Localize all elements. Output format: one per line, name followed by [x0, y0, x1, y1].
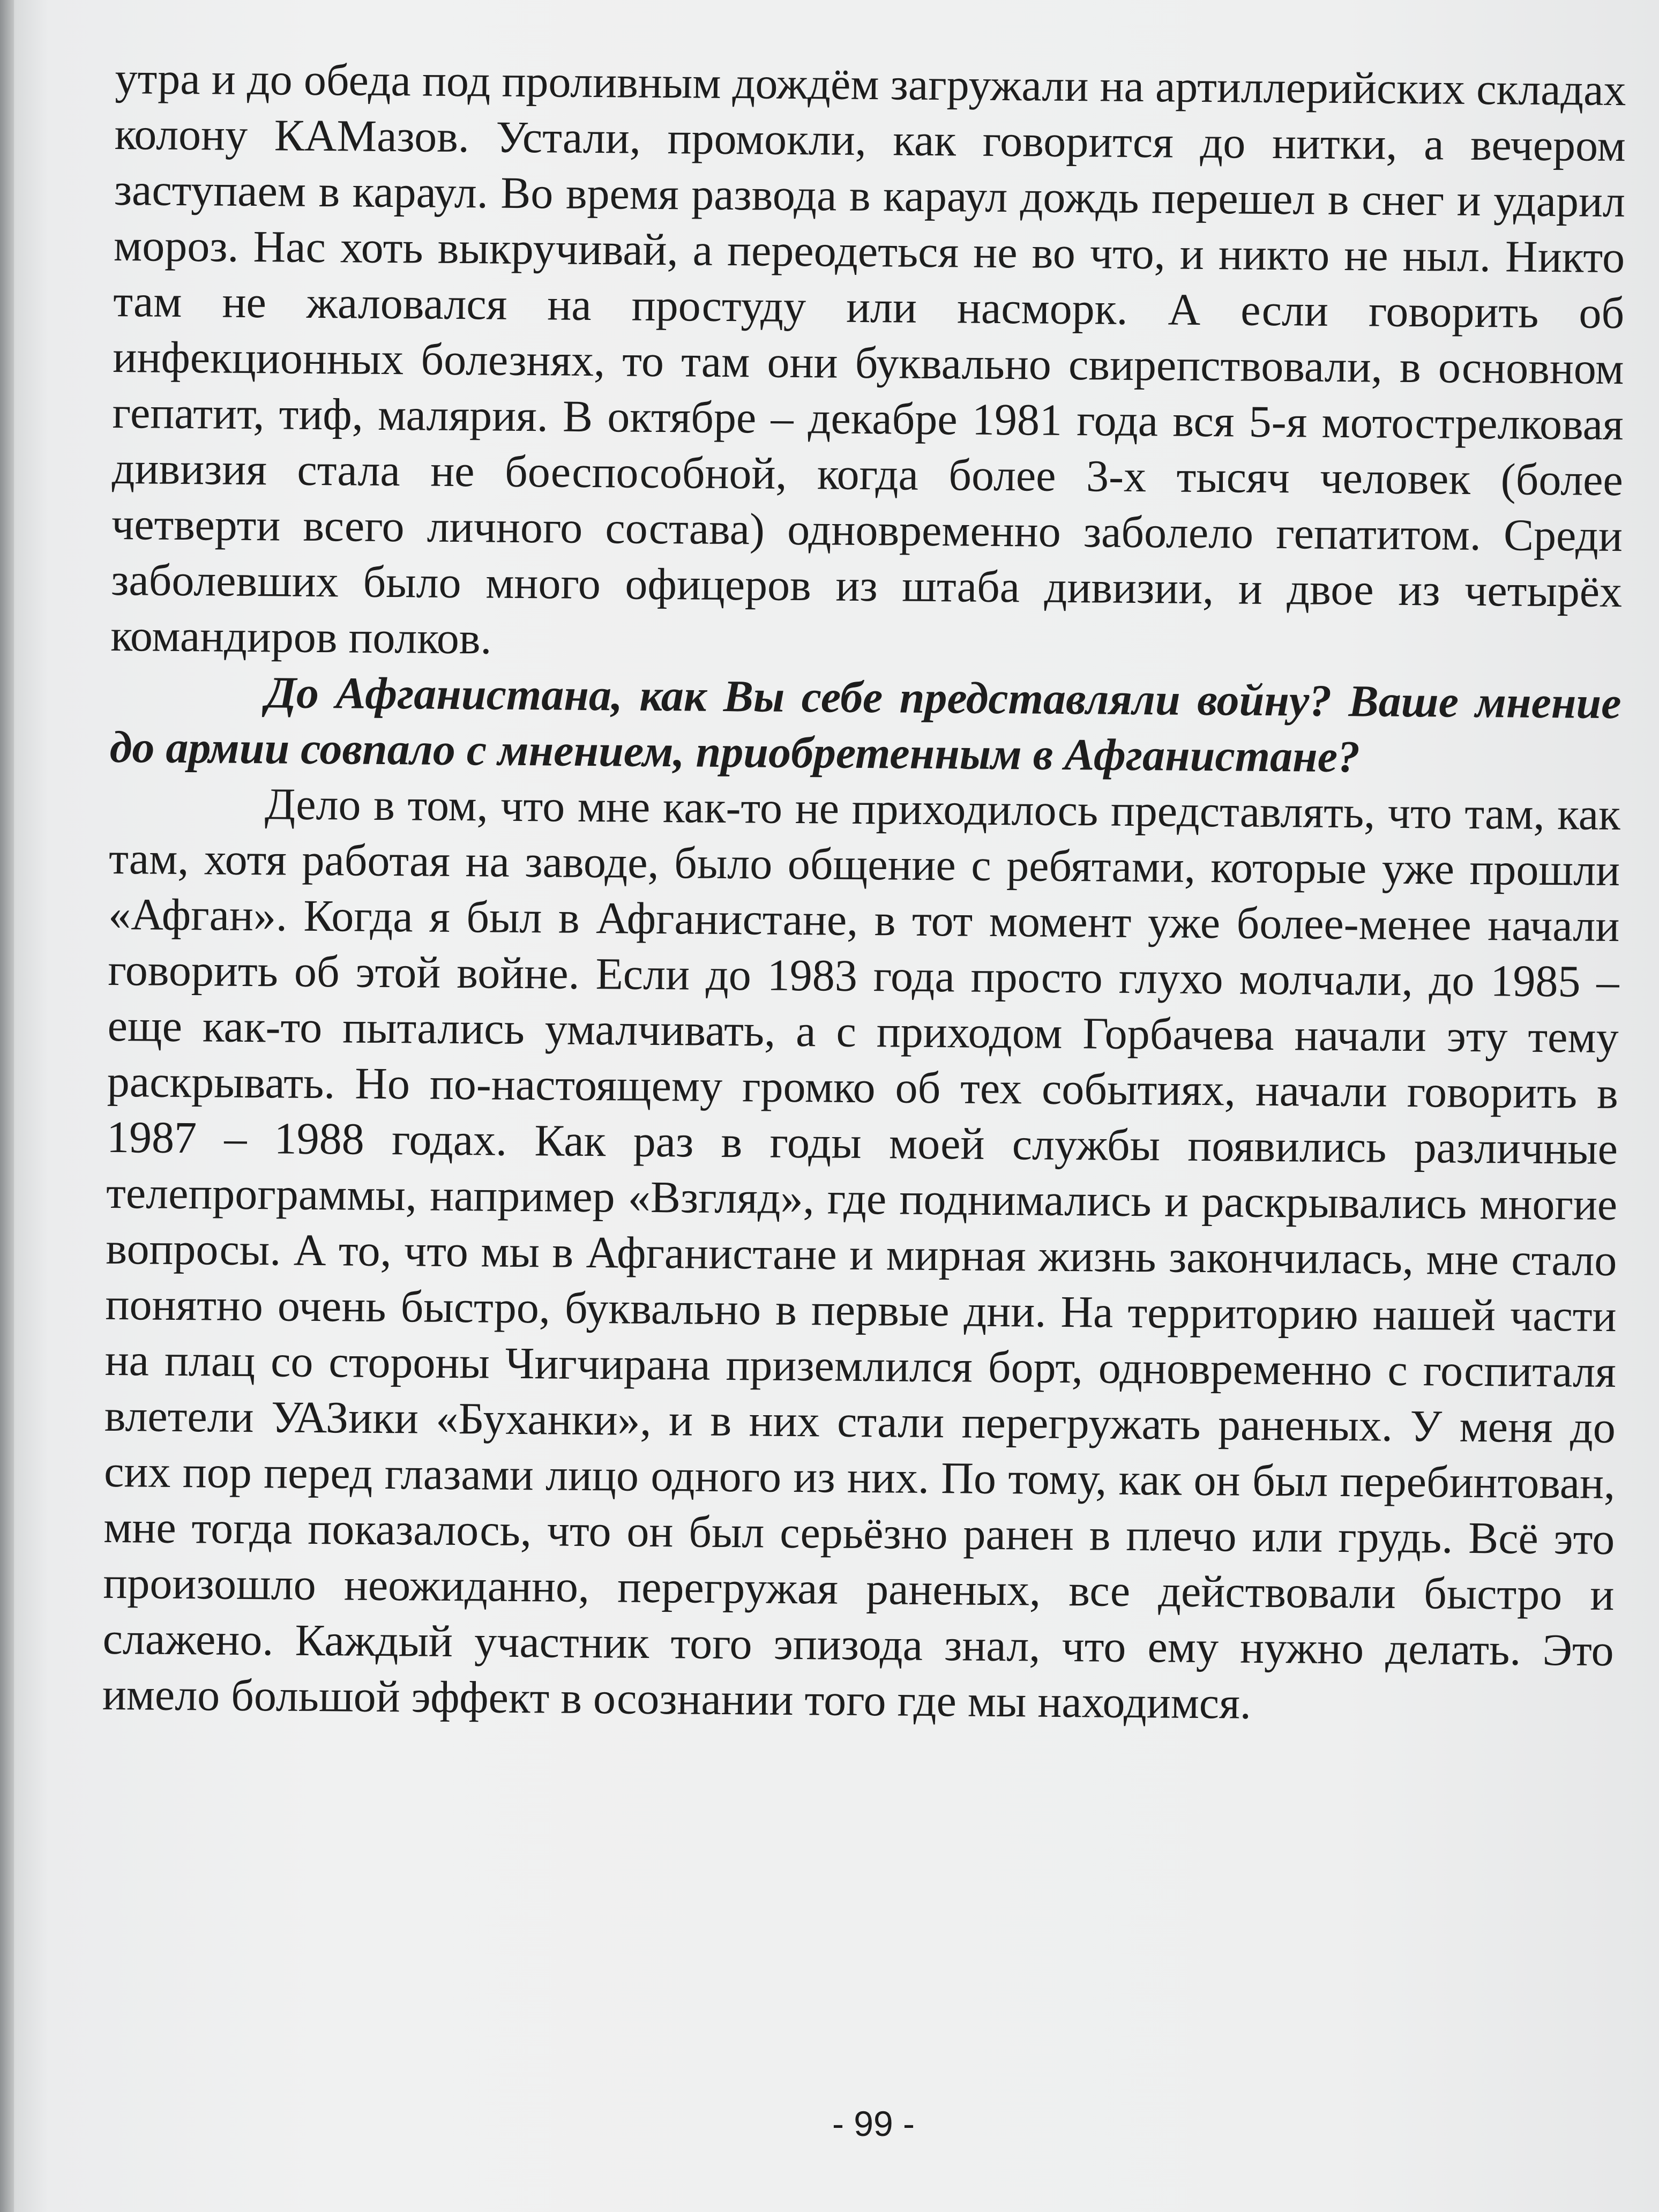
- interview-answer: Дело в том, что мне как-то не приходилось представлять, что там, как там, хотя работая на заводе, было общение с ребятами, которые уже прошли «Афган». Когда я был в Афганистане, в тот момент уже более-менее начали говорить об этой войне. Если до 1983 года просто глухо молчали, до 1985 – еще как-то пытались умалчивать, а с приходом Горбачева начали эту тему раскрывать. Но по-настоящему громко об тех событиях, начали говорить в 1987 – 1988 годах. Как раз в годы моей службы появились различные телепрограммы, например «Взгляд», где поднимались и раскрывались многие вопросы. А то, что мы в Афганистане и мирная жизнь закончилась, мне стало понятно очень быстро, буквально в первые дни. На территорию нашей части на плац со стороны Чигчирана приземлился борт, одновременно с госпиталя влетели УАЗики «Буханки», и в них стали перегружать раненых. У меня до сих пор перед глазами лицо одного из них. По тому, как он был перебинтован, мне тогда показалось, что он был серьёзно ранен в плечо или грудь. Всё это произошло неожиданно, перегружая раненых, все действовали быстро и слажено. Каждый участник того эпизода знал, что ему нужно делать. Это имело большой эффект в осознании того где мы находимся.: [102, 779, 1621, 1729]
- paragraph-continuation: утра и до обеда под проливным дождём загружали на артиллерийских складах колону КАМазов. Устали, промокли, как говорится до нитки, а вечером заступаем в караул. Во время развода в караул дождь перешел в снег и ударил мороз. Нас хоть выкручивай, а переодеться не во что, и никто не ныл. Никто там не жаловался на простуду или насморк. А если говорить об инфекционных болезнях, то там они буквально свирепствовали, в основном гепатит, тиф, малярия. В октябре – декабре 1981 года вся 5-я мотострелковая дивизия стала не боеспособной, когда более 3-х тысяч человек (более четверти всего личного состава) одновременно заболело гепатитом. Среди заболевших было много офицеров из штаба дивизии, и двое из четырёх командиров полков.: [110, 53, 1626, 664]
- book-spine-shadow: [0, 0, 14, 2212]
- page-text-body: [102, 51, 1626, 1735]
- interview-question: До Афганистана, как Вы себе представляли войну? Ваше мнение до армии совпало с мнением, приобретенным в Афганистане?: [109, 668, 1621, 782]
- page-number: - 99 -: [832, 2104, 915, 2143]
